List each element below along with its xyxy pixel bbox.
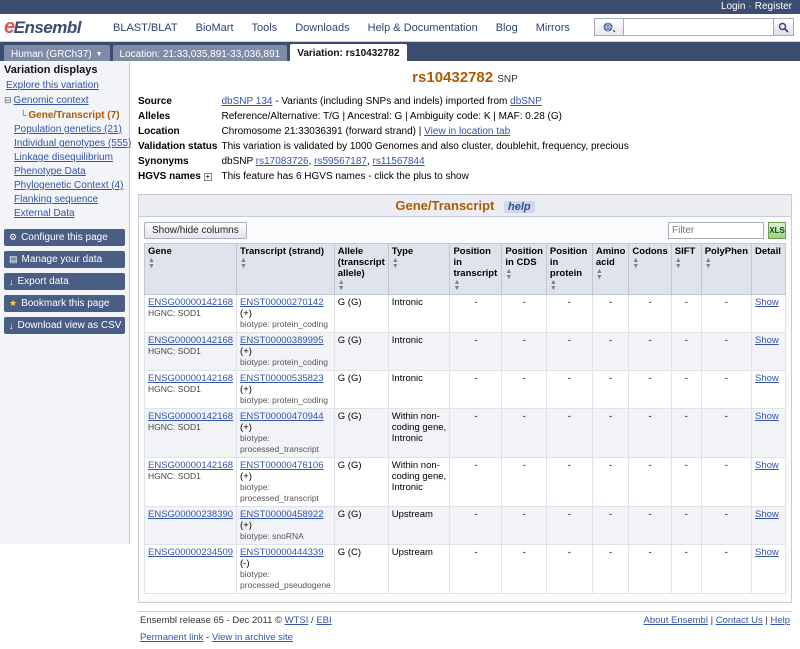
cell-sift: -	[671, 333, 701, 371]
main-content	[130, 61, 800, 643]
sort-arrows-icon: ▲ ▼	[337, 279, 345, 292]
cell-sift: -	[671, 295, 701, 333]
download-icon: ↓	[9, 320, 14, 331]
twisty-branch-icon: └	[20, 110, 27, 120]
cell-position-in-protein: -	[546, 545, 592, 594]
cell-polyphen: -	[701, 545, 751, 594]
transcript-link[interactable]: ENST00000476106	[240, 460, 324, 471]
page-title-text: rs10432782	[412, 69, 494, 86]
cell-gene	[145, 371, 237, 409]
folder-icon: ▤	[9, 254, 18, 264]
cell-sift: -	[671, 409, 701, 458]
gene-hgnc: HGNC: SOD1	[148, 471, 201, 481]
cell-position-in-cds: -	[502, 409, 546, 458]
cell-sift: -	[671, 545, 701, 594]
sort-arrows-icon: ▲ ▼	[549, 279, 557, 292]
sidebar-item-label: Flanking sequence	[14, 194, 98, 205]
species-tab-bar	[0, 42, 800, 61]
gene-hgnc: HGNC: SOD1	[148, 422, 201, 432]
location-text: Chromosome 21:33036391 (forward strand) |	[221, 126, 425, 137]
gene-link[interactable]: ENSG00000142168	[148, 460, 234, 471]
cell-transcript	[237, 333, 335, 371]
transcript-strand: (+)	[240, 471, 252, 482]
nav-help-documentation[interactable]: Help & Documentation	[367, 21, 478, 34]
cell-type: Intronic	[388, 333, 450, 371]
search-submit-button[interactable]	[774, 18, 794, 36]
sidebar-item-label: Genomic context	[13, 95, 89, 106]
summary-key-source: Source	[138, 96, 172, 107]
detail-show-link[interactable]: Show	[755, 547, 779, 558]
sidebar-item-label: Individual genotypes (555)	[14, 138, 132, 149]
gene-hgnc: HGNC: SOD1	[148, 384, 201, 394]
column-label-polyphen: PolyPhen	[704, 246, 748, 257]
cell-transcript	[237, 545, 335, 594]
table-header-row	[145, 244, 786, 295]
cell-position-in-transcript: -	[450, 458, 502, 507]
tab-species-human-label: Human (GRCh37)	[11, 48, 92, 60]
gene-link[interactable]: ENSG00000142168	[148, 297, 234, 308]
gene-link[interactable]: ENSG00000234509	[148, 547, 234, 558]
sidebar-item-label: Linkage disequilibrium	[14, 152, 113, 163]
cell-codons: -	[629, 545, 671, 594]
download-view-as-csv-label: Download view as CSV	[17, 320, 122, 331]
cell-detail	[752, 458, 786, 507]
gene-link[interactable]: ENSG00000142168	[148, 373, 234, 384]
cell-gene	[145, 295, 237, 333]
permalink-bar	[138, 626, 792, 649]
sidebar-list	[0, 78, 132, 221]
column-header-gene[interactable]	[145, 244, 237, 295]
site-search	[594, 18, 794, 36]
tab-variation[interactable]	[290, 44, 406, 61]
cell-polyphen: -	[701, 507, 751, 545]
gene-transcript-panel	[138, 217, 792, 603]
sort-arrows-icon: ▲ ▼	[453, 279, 461, 292]
nav-tools[interactable]: Tools	[251, 21, 278, 34]
cell-polyphen: -	[701, 295, 751, 333]
chevron-down-icon: ▼	[95, 50, 103, 58]
column-label-position-in-cds: Position in CDS	[505, 246, 543, 268]
cell-amino-acid: -	[592, 409, 629, 458]
cell-position-in-cds: -	[502, 295, 546, 333]
transcript-biotype: biotype: protein_coding	[240, 319, 328, 329]
summary-key-location: Location	[138, 126, 180, 137]
cell-transcript	[237, 458, 335, 507]
column-label-position-in-protein: Position in protein	[549, 246, 588, 279]
sidebar-item-label: Population genetics (21)	[14, 124, 122, 135]
column-header-type[interactable]	[388, 244, 450, 295]
cell-transcript	[237, 295, 335, 333]
cell-position-in-protein: -	[546, 507, 592, 545]
main-nav	[104, 22, 579, 34]
twisty-collapse-icon[interactable]: ⊟	[4, 95, 12, 105]
cell-type: Upstream	[388, 545, 450, 594]
wrench-icon: ⚙	[9, 232, 18, 242]
transcript-link[interactable]: ENST00000270142	[240, 297, 324, 308]
table-row	[145, 333, 786, 371]
sort-arrows-icon: ▲ ▼	[240, 257, 247, 270]
column-label-gene: Gene	[148, 246, 172, 257]
column-label-codons: Codons	[632, 246, 668, 257]
expand-plus-icon[interactable]: +	[205, 174, 210, 181]
cell-position-in-transcript: -	[450, 295, 502, 333]
cell-position-in-protein: -	[546, 333, 592, 371]
column-header-transcript[interactable]	[237, 244, 335, 295]
logo-e-glyph: e	[4, 16, 15, 38]
synonym-link-3[interactable]: rs11567844	[372, 156, 425, 167]
sidebar-item-label: Explore this variation	[6, 80, 99, 91]
summary-value-source	[221, 94, 792, 109]
synonym-link-2[interactable]: rs59567187	[314, 156, 367, 167]
detail-show-link[interactable]: Show	[755, 411, 779, 422]
table-row	[145, 295, 786, 333]
cell-sift: -	[671, 371, 701, 409]
sort-arrows-icon: ▲ ▼	[632, 257, 640, 270]
transcript-biotype: biotype: processed_transcript	[240, 433, 319, 454]
gene-hgnc: HGNC: SOD1	[148, 346, 201, 356]
transcript-link[interactable]: ENST00000444339	[240, 547, 324, 558]
transcript-link[interactable]: ENST00000535823	[240, 373, 324, 384]
table-row	[145, 409, 786, 458]
cell-allele: G (G)	[334, 409, 388, 458]
cell-position-in-transcript: -	[450, 371, 502, 409]
summary-row-location	[138, 124, 792, 139]
cell-position-in-transcript: -	[450, 507, 502, 545]
help-footer-link[interactable]: Help	[770, 615, 790, 626]
cell-allele: G (G)	[334, 295, 388, 333]
detail-show-link[interactable]: Show	[755, 373, 779, 384]
sidebar	[0, 61, 130, 544]
transcript-strand: (-)	[240, 558, 250, 569]
search-input[interactable]	[624, 18, 774, 36]
cell-codons: -	[629, 409, 671, 458]
cell-detail	[752, 371, 786, 409]
column-label-position-in-transcript: Position in transcript	[453, 246, 498, 279]
topbar-separator: ·	[748, 1, 752, 12]
column-header-amino-acid[interactable]	[592, 244, 629, 295]
cell-detail	[752, 333, 786, 371]
login-link[interactable]: Login	[720, 1, 746, 12]
cell-polyphen: -	[701, 458, 751, 507]
column-header-allele[interactable]	[334, 244, 388, 295]
cell-position-in-cds: -	[502, 507, 546, 545]
table-toolbar	[144, 222, 786, 239]
ensembl-logo[interactable]	[0, 15, 104, 41]
synonyms-prefix: dbSNP	[221, 156, 256, 167]
detail-show-link[interactable]: Show	[755, 509, 779, 520]
cell-position-in-protein: -	[546, 295, 592, 333]
column-header-detail	[752, 244, 786, 295]
section-title: Gene/Transcript	[395, 198, 495, 213]
cell-amino-acid: -	[592, 333, 629, 371]
summary-key-alleles: Alleles	[138, 111, 171, 122]
cell-codons: -	[629, 371, 671, 409]
nav-biomart[interactable]: BioMart	[195, 21, 234, 34]
sidebar-item-population-genetics[interactable]	[4, 123, 129, 137]
summary-key-synonyms: Synonyms	[138, 156, 189, 167]
sidebar-item-phenotype-data[interactable]	[4, 165, 129, 179]
column-header-sift[interactable]	[671, 244, 701, 295]
synonym-link-1[interactable]: rs17083726	[255, 156, 309, 167]
table-row	[145, 371, 786, 409]
filter-input[interactable]	[668, 222, 764, 239]
sidebar-item-gene-transcript[interactable]	[4, 108, 129, 123]
export-data-button[interactable]	[4, 273, 125, 290]
transcript-strand: (+)	[240, 422, 252, 433]
column-header-position-in-cds[interactable]	[502, 244, 546, 295]
search-icon	[778, 22, 789, 33]
cell-codons: -	[629, 295, 671, 333]
cell-allele: G (C)	[334, 545, 388, 594]
cell-detail	[752, 295, 786, 333]
cell-sift: -	[671, 507, 701, 545]
cell-sift: -	[671, 458, 701, 507]
column-label-type: Type	[391, 246, 414, 257]
sidebar-item-label: Phylogenetic Context (4)	[14, 180, 124, 191]
cell-gene	[145, 458, 237, 507]
bookmark-this-page-button[interactable]	[4, 295, 125, 312]
cell-position-in-transcript: -	[450, 409, 502, 458]
gene-link[interactable]: ENSG00000142168	[148, 411, 234, 422]
register-link[interactable]: Register	[754, 1, 792, 12]
summary-row-source	[138, 94, 792, 109]
cell-position-in-protein: -	[546, 371, 592, 409]
cell-allele: G (G)	[334, 333, 388, 371]
sidebar-item-flanking-sequence[interactable]	[4, 193, 129, 207]
tab-location[interactable]	[113, 45, 288, 61]
tab-location-label: Location: 21:33,035,891-33,036,891	[119, 48, 281, 60]
summary-value-hgvs-names: This feature has 6 HGVS names - click the plus to show	[221, 171, 469, 182]
cell-position-in-transcript: -	[450, 545, 502, 594]
gene-link[interactable]: ENSG00000238390	[148, 509, 234, 520]
masthead	[0, 14, 800, 42]
transcript-biotype: biotype: protein_coding	[240, 357, 328, 367]
transcript-link[interactable]: ENST00000458922	[240, 509, 324, 520]
cell-type: Within non-coding gene, Intronic	[388, 409, 450, 458]
cell-amino-acid: -	[592, 458, 629, 507]
summary-value-synonyms: dbSNP rs17083726, rs59567187, rs11567844	[221, 156, 425, 167]
configure-this-page-button[interactable]	[4, 229, 125, 246]
sidebar-title: Variation displays	[4, 64, 98, 76]
bookmark-this-page-label: Bookmark this page	[21, 298, 110, 309]
view-in-archive-site-link[interactable]: View in archive site	[211, 632, 293, 643]
cell-allele: G (G)	[334, 371, 388, 409]
sidebar-item-genomic-context[interactable]	[4, 93, 129, 108]
cell-amino-acid: -	[592, 545, 629, 594]
sort-arrows-icon: ▲ ▼	[148, 257, 155, 270]
transcript-strand: (+)	[240, 384, 252, 395]
sidebar-item-explore-this-variation[interactable]	[4, 78, 129, 93]
cell-gene	[145, 507, 237, 545]
sidebar-item-label: Phenotype Data	[14, 166, 86, 177]
table-head	[145, 244, 786, 295]
transcript-strand: (+)	[240, 346, 252, 357]
table-body	[145, 295, 786, 594]
permanent-link[interactable]: Permanent link	[140, 632, 204, 643]
cell-type: Intronic	[388, 371, 450, 409]
cell-codons: -	[629, 333, 671, 371]
contact-us-link[interactable]: Contact Us	[715, 615, 763, 626]
gene-hgnc: HGNC: SOD1	[148, 308, 201, 318]
cell-transcript	[237, 371, 335, 409]
cell-type: Upstream	[388, 507, 450, 545]
cell-position-in-cds: -	[502, 545, 546, 594]
gene-transcript-section-header	[138, 194, 792, 217]
ebi-link[interactable]: EBI	[316, 615, 332, 626]
sort-arrows-icon: ▲ ▼	[674, 257, 682, 270]
column-label-allele: Allele (transcript allele)	[337, 246, 385, 279]
column-header-position-in-transcript[interactable]	[450, 244, 502, 295]
page-title	[138, 69, 792, 86]
configure-this-page-label: Configure this page	[21, 232, 108, 243]
transcript-biotype: biotype: processed_pseudogene	[240, 569, 331, 590]
table-row	[145, 507, 786, 545]
dbsnp-134-link[interactable]: dbSNP 134	[221, 96, 273, 107]
variation-summary-table	[138, 94, 792, 184]
summary-value-validation-status: This variation is validated by 1000 Genomes and also cluster, doublehit, frequency, precious	[221, 141, 629, 152]
star-icon: ★	[9, 298, 18, 308]
nav-downloads[interactable]: Downloads	[295, 21, 350, 34]
cell-polyphen: -	[701, 333, 751, 371]
transcript-biotype: biotype: protein_coding	[240, 395, 328, 405]
summary-key-hgvs-names	[138, 169, 221, 184]
summary-row-validation-status	[138, 139, 792, 154]
summary-key-hgvs-label: HGVS names	[138, 171, 201, 182]
table-row	[145, 458, 786, 507]
export-icon: ↓	[9, 276, 14, 287]
dbsnp-link[interactable]: dbSNP	[510, 96, 542, 107]
summary-row-synonyms	[138, 154, 792, 169]
download-view-as-csv-button[interactable]	[4, 317, 125, 334]
column-label-sift: SIFT	[674, 246, 696, 257]
sidebar-item-individual-genotypes[interactable]	[4, 137, 132, 151]
summary-row-hgvs-names	[138, 169, 792, 184]
cell-polyphen: -	[701, 371, 751, 409]
sort-arrows-icon: ▲ ▼	[704, 257, 712, 270]
search-scope-dropdown[interactable]	[594, 18, 624, 36]
cell-gene	[145, 545, 237, 594]
about-ensembl-link[interactable]: About Ensembl	[643, 615, 708, 626]
cell-position-in-cds: -	[502, 333, 546, 371]
summary-value-location	[221, 124, 792, 139]
manage-your-data-label: Manage your data	[21, 254, 103, 265]
cell-detail	[752, 545, 786, 594]
sidebar-item-linkage-disequilibrium[interactable]	[4, 151, 129, 165]
cell-codons: -	[629, 458, 671, 507]
footer	[138, 611, 792, 626]
sort-arrows-icon: ▲ ▼	[391, 257, 399, 270]
manage-your-data-button[interactable]	[4, 251, 125, 268]
transcript-biotype: biotype: snoRNA	[240, 531, 304, 541]
gene-transcript-table	[144, 243, 786, 594]
transcript-biotype: biotype: processed_transcript	[240, 482, 319, 503]
sidebar-item-label: Gene/Transcript (7)	[28, 110, 120, 121]
cell-position-in-transcript: -	[450, 333, 502, 371]
sidebar-item-label: External Data	[14, 208, 75, 219]
spreadsheet-export-icon[interactable]: XLS	[768, 222, 786, 239]
column-label-amino-acid: Amino acid	[595, 246, 626, 268]
cell-amino-acid: -	[592, 507, 629, 545]
view-in-location-tab-link[interactable]: View in location tab	[424, 126, 511, 137]
summary-key-validation-status: Validation status	[138, 141, 218, 152]
column-header-codons[interactable]	[629, 244, 671, 295]
transcript-strand: (+)	[240, 308, 252, 319]
page-title-suffix: SNP	[497, 74, 518, 85]
cell-amino-acid: -	[592, 295, 629, 333]
table-row	[145, 545, 786, 594]
transcript-link[interactable]: ENST00000470944	[240, 411, 324, 422]
footer-release-text: Ensembl release 65 - Dec 2011 ©	[140, 615, 285, 626]
cell-type: Within non-coding gene, Intronic	[388, 458, 450, 507]
cell-detail	[752, 507, 786, 545]
account-bar	[0, 0, 800, 14]
page-body	[0, 61, 800, 643]
footer-release-info	[140, 615, 332, 626]
detail-show-link[interactable]: Show	[755, 335, 779, 346]
sidebar-item-external-data[interactable]	[4, 207, 129, 221]
tab-species-human[interactable]	[4, 45, 110, 61]
cell-position-in-cds: -	[502, 371, 546, 409]
nav-blog[interactable]: Blog	[495, 21, 518, 34]
cell-type: Intronic	[388, 295, 450, 333]
sidebar-item-phylogenetic-context[interactable]	[4, 179, 129, 193]
column-header-position-in-protein[interactable]	[546, 244, 592, 295]
nav-mirrors[interactable]: Mirrors	[535, 21, 570, 34]
cell-amino-acid: -	[592, 371, 629, 409]
sort-arrows-icon: ▲ ▼	[595, 268, 603, 281]
tab-variation-label: Variation: rs10432782	[297, 48, 400, 59]
sidebar-actions	[0, 229, 129, 334]
sort-arrows-icon: ▲ ▼	[505, 268, 513, 281]
nav-blast-blat[interactable]: BLAST/BLAT	[113, 21, 178, 34]
transcript-strand: (+)	[240, 520, 252, 531]
summary-source-text: - Variants (including SNPs and indels) imported from	[272, 96, 511, 107]
globe-icon	[603, 22, 615, 32]
footer-slash: /	[308, 615, 317, 626]
cell-polyphen: -	[701, 409, 751, 458]
cell-transcript	[237, 409, 335, 458]
cell-position-in-cds: -	[502, 458, 546, 507]
footer-links: About Ensembl | Contact Us | Help	[643, 615, 790, 626]
cell-allele: G (G)	[334, 507, 388, 545]
cell-position-in-protein: -	[546, 458, 592, 507]
summary-value-alleles: Reference/Alternative: T/G | Ancestral: G | Ambiguity code: K | MAF: 0.28 (G)	[221, 111, 562, 122]
column-label-detail: Detail	[755, 246, 781, 257]
show-hide-columns-button[interactable]: Show/hide columns	[144, 222, 247, 239]
cell-position-in-protein: -	[546, 409, 592, 458]
export-data-label: Export data	[17, 276, 69, 287]
cell-allele: G (G)	[334, 458, 388, 507]
cell-codons: -	[629, 507, 671, 545]
filter-group	[668, 222, 786, 239]
detail-show-link[interactable]: Show	[755, 460, 779, 471]
permalink-dash: -	[203, 632, 212, 643]
transcript-link[interactable]: ENST00000389995	[240, 335, 324, 346]
gene-link[interactable]: ENSG00000142168	[148, 335, 234, 346]
cell-gene	[145, 409, 237, 458]
cell-detail	[752, 409, 786, 458]
logo-wordmark: Ensembl	[13, 17, 81, 37]
summary-row-alleles	[138, 109, 792, 124]
column-header-polyphen[interactable]	[701, 244, 751, 295]
cell-gene	[145, 333, 237, 371]
cell-transcript	[237, 507, 335, 545]
wtsi-link[interactable]: WTSI	[284, 615, 309, 626]
column-label-transcript: Transcript (strand)	[240, 246, 324, 257]
help-link[interactable]: help	[504, 201, 535, 213]
detail-show-link[interactable]: Show	[755, 297, 779, 308]
